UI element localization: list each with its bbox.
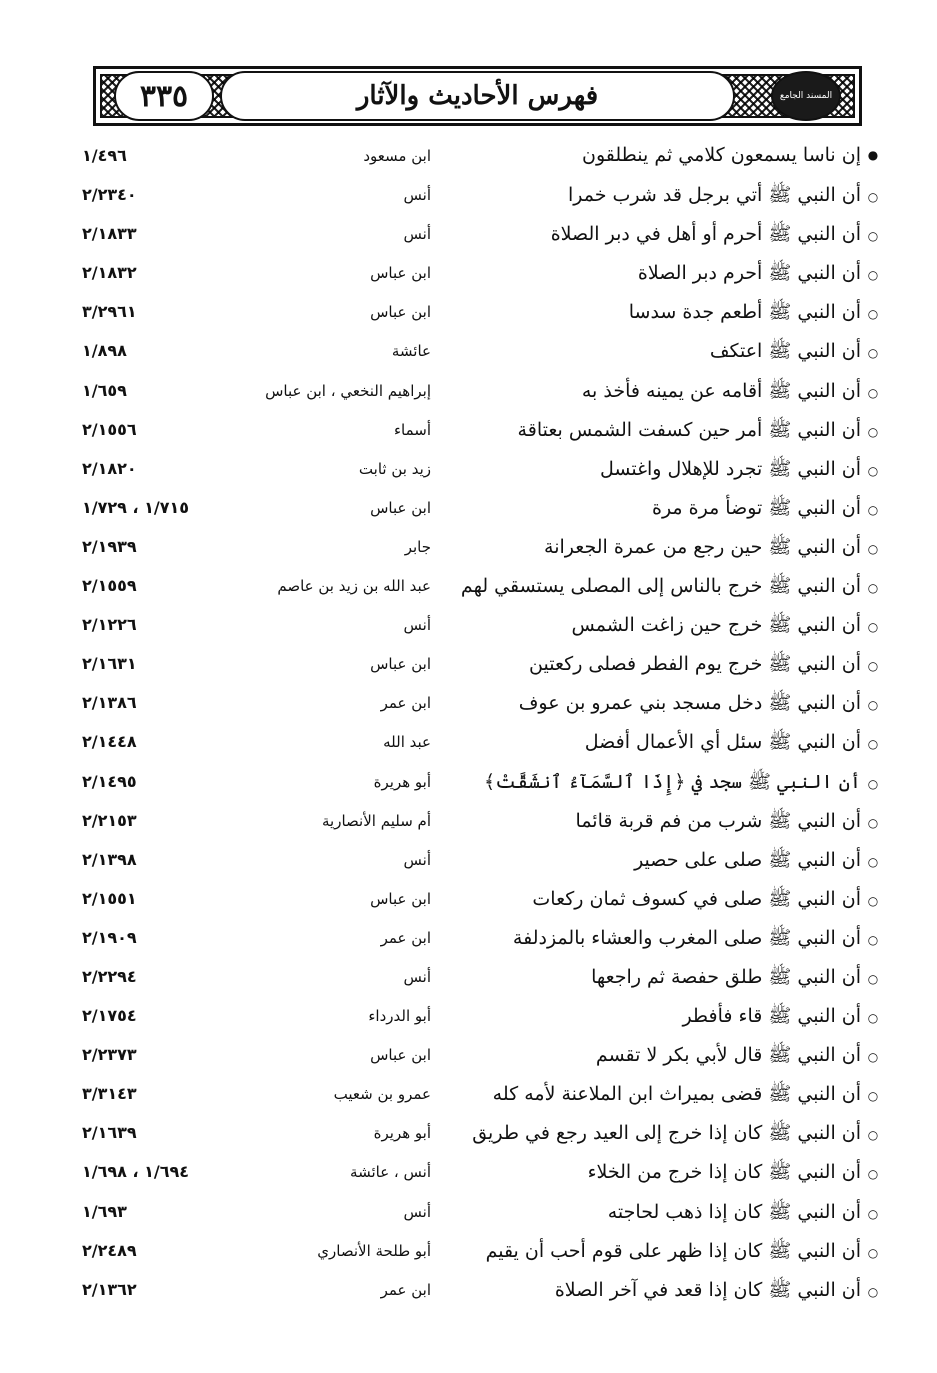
index-entry xyxy=(82,687,879,726)
entry-marker-icon: ○ xyxy=(867,581,879,596)
entry-marker-icon: ○ xyxy=(867,1128,879,1143)
hadith-incipit xyxy=(596,1043,879,1071)
index-entries xyxy=(82,140,879,1313)
narrator: ابن عمر xyxy=(380,928,431,947)
hadith-text: أن النبي ﷺ شرب من فم قربة قائما xyxy=(575,809,861,832)
entry-marker-icon: ○ xyxy=(867,1284,879,1299)
volume-page-reference: ٢/١٣٩٨ xyxy=(82,849,137,869)
entry-marker-icon: ○ xyxy=(867,854,879,869)
hadith-incipit xyxy=(493,1082,879,1110)
hadith-text: أن النبي ﷺ خرج يوم الفطر فصلى ركعتين xyxy=(529,653,861,676)
index-entry xyxy=(82,1235,879,1274)
hadith-incipit xyxy=(576,809,879,837)
title-cartouche xyxy=(220,71,735,121)
hadith-text: أن النبي ﷺ أقامه عن يمينه فأخذ به xyxy=(581,379,861,402)
hadith-text: أن النبي ﷺ طلق حفصة ثم راجعها xyxy=(591,965,861,988)
hadith-incipit xyxy=(682,1004,879,1032)
index-entry xyxy=(82,492,879,531)
entry-marker-icon: ○ xyxy=(867,737,879,752)
index-entry xyxy=(82,1000,879,1039)
page-title: فهرس الأحاديث والآثار xyxy=(356,81,599,111)
narrator: ابن عباس xyxy=(370,303,431,322)
entry-marker-icon: ○ xyxy=(867,1089,879,1104)
volume-page-reference: ٢/١٦٣٩ xyxy=(82,1123,137,1143)
hadith-incipit xyxy=(519,691,879,719)
hadith-incipit xyxy=(572,613,880,641)
hadith-incipit xyxy=(585,730,879,758)
page-header xyxy=(93,66,862,126)
volume-page-reference: ١/٦٩٤ ، ١/٦٩٨ xyxy=(82,1162,190,1182)
hadith-incipit xyxy=(608,1200,879,1228)
volume-page-reference: ٣/٣١٤٣ xyxy=(82,1084,137,1104)
hadith-text: أن النبي ﷺ كان إذا خرج إلى العيد رجع في طريق xyxy=(472,1122,861,1145)
hadith-incipit xyxy=(582,379,879,407)
volume-page-reference: ٢/١٤٩٥ xyxy=(82,771,137,791)
narrator: أنس xyxy=(403,225,431,244)
hadith-incipit xyxy=(551,222,879,250)
entry-marker-icon: ○ xyxy=(867,698,879,713)
hadith-text: أن النبي ﷺ قاء فأفطر xyxy=(682,1005,861,1028)
hadith-text: أن النبي ﷺ اعتكف xyxy=(709,340,861,363)
index-entry xyxy=(82,1196,879,1235)
index-entry xyxy=(82,375,879,414)
narrator: ابن عباس xyxy=(370,889,431,908)
index-entry xyxy=(82,570,879,609)
hadith-text: أن النبي ﷺ قضى بميراث ابن الملاعنة لأمه كله xyxy=(492,1083,861,1106)
entry-marker-icon: ○ xyxy=(867,190,879,205)
hadith-incipit xyxy=(710,339,879,367)
volume-page-reference: ١/٦٥٩ xyxy=(82,380,127,400)
hadith-text: أن النبي ﷺ صلى على حصير xyxy=(634,848,861,871)
narrator: أنس xyxy=(403,1202,431,1221)
index-entry xyxy=(82,805,879,844)
entry-marker-icon: ○ xyxy=(867,1050,879,1065)
index-entry xyxy=(82,648,879,687)
hadith-text: أن النبي ﷺ أطعم جدة سدسا xyxy=(628,301,861,324)
index-entry xyxy=(82,961,879,1000)
index-entry xyxy=(82,883,879,922)
narrator: أنس xyxy=(403,850,431,869)
narrator: ابن عباس xyxy=(370,655,431,674)
hadith-text: أن النبي ﷺ سئل أي الأعمال أفضل xyxy=(584,731,861,754)
volume-page-reference: ٢/١٨٢٠ xyxy=(82,458,137,478)
narrator: أبو الدرداء xyxy=(368,1007,431,1026)
hadith-incipit xyxy=(486,1239,879,1267)
hadith-incipit xyxy=(555,1278,879,1306)
narrator: ابن عمر xyxy=(380,1280,431,1299)
volume-page-reference: ٢/٢١٥٣ xyxy=(82,810,137,830)
hadith-text: أن النبي ﷺ أتي برجل قد شرب خمرا xyxy=(568,184,861,207)
volume-page-reference: ٢/٢٢٩٤ xyxy=(82,966,137,986)
hadith-text: أن النبي ﷺ حين رجع من عمرة الجعرانة xyxy=(544,535,861,558)
hadith-incipit xyxy=(513,926,879,954)
entry-marker-icon: ○ xyxy=(867,268,879,283)
hadith-text: أن النبي ﷺ كان إذا ذهب لحاجته xyxy=(607,1200,861,1223)
hadith-incipit xyxy=(629,300,879,328)
volume-page-reference: ٢/١٤٤٨ xyxy=(82,732,137,752)
index-entry xyxy=(82,414,879,453)
entry-marker-icon: ○ xyxy=(867,1245,879,1260)
hadith-incipit xyxy=(484,770,879,798)
hadith-incipit xyxy=(472,1121,879,1149)
index-entry xyxy=(82,140,879,179)
volume-page-reference: ٣/٢٩٦١ xyxy=(82,302,137,322)
narrator: عبد الله بن زيد بن عاصم xyxy=(277,577,431,596)
index-entry xyxy=(82,296,879,335)
entry-marker-icon: ○ xyxy=(867,893,879,908)
volume-page-reference: ٢/٢٣٧٣ xyxy=(82,1045,137,1065)
narrator: زيد بن ثابت xyxy=(358,459,431,478)
entry-marker-icon: ○ xyxy=(867,932,879,947)
entry-marker-icon: ○ xyxy=(867,1206,879,1221)
volume-page-reference: ٢/١٨٣٣ xyxy=(82,224,137,244)
volume-page-reference: ٢/١٨٣٢ xyxy=(82,263,137,283)
seal-text: المسند الجامع xyxy=(779,90,833,101)
narrator: أنس xyxy=(403,186,431,205)
narrator: أنس xyxy=(403,967,431,986)
hadith-text: أن النبي ﷺ كان إذا قعد في آخر الصلاة xyxy=(554,1278,861,1301)
hadith-incipit xyxy=(518,418,879,446)
hadith-incipit xyxy=(544,535,879,563)
narrator: أنس ، عائشة xyxy=(350,1163,431,1182)
volume-page-reference: ١/٤٩٦ xyxy=(82,146,127,165)
hadith-incipit xyxy=(582,144,879,166)
narrator: ابن عمر xyxy=(380,694,431,713)
index-entry xyxy=(82,1117,879,1156)
narrator: أبو هريرة xyxy=(373,772,431,791)
hadith-text: أن النبي ﷺ كان إذا ظهر على قوم أحب أن يقيم xyxy=(485,1239,861,1262)
volume-page-reference: ٢/١٥٥٦ xyxy=(82,419,137,439)
index-entry xyxy=(82,257,879,296)
hadith-text: أن النبي ﷺ تجرد للإهلال واغتسل xyxy=(600,457,861,480)
index-entry xyxy=(82,1156,879,1195)
hadith-text: أن النبي ﷺ كان إذا خرج من الخلاء xyxy=(587,1161,861,1184)
entry-marker-icon: ○ xyxy=(867,229,879,244)
index-entry xyxy=(82,1274,879,1313)
hadith-text: أن النبي ﷺ صلى في كسوف ثمان ركعات xyxy=(532,887,861,910)
narrator: عمرو بن شعيب xyxy=(333,1085,431,1104)
hadith-text: أن النبي ﷺ أحرم أو أهل في دبر الصلاة xyxy=(550,223,861,246)
book-seal xyxy=(771,71,841,121)
entry-marker-icon: ○ xyxy=(867,659,879,674)
volume-page-reference: ٢/١٣٦٢ xyxy=(82,1279,137,1299)
entry-marker-icon: ○ xyxy=(867,385,879,400)
narrator: أنس xyxy=(403,616,431,635)
volume-page-reference: ٢/١٩٠٩ xyxy=(82,927,137,947)
entry-marker-icon: ○ xyxy=(867,776,879,791)
volume-page-reference: ٢/١٥٥١ xyxy=(82,888,137,908)
entry-marker-icon: ○ xyxy=(867,463,879,478)
volume-page-reference: ١/٦٩٣ xyxy=(82,1201,127,1221)
index-entry xyxy=(82,609,879,648)
hadith-text: أن النبي ﷺ خرج بالناس إلى المصلى يستسقي لهم xyxy=(460,575,861,598)
hadith-incipit xyxy=(529,652,879,680)
narrator: أبو هريرة xyxy=(373,1124,431,1143)
hadith-incipit xyxy=(568,183,879,211)
hadith-text: أن النبي ﷺ سجد في ﴿إِذَا ٱلسَّمَآءُ ٱنشَقَّتْ﴾ xyxy=(484,770,861,793)
volume-page-reference: ٢/١٦٣١ xyxy=(82,654,137,674)
volume-page-reference: ١/٧١٥ ، ١/٧٢٩ xyxy=(82,497,190,517)
index-entry xyxy=(82,335,879,374)
narrator: جابر xyxy=(404,537,431,556)
hadith-text: أن النبي ﷺ صلى المغرب والعشاء بالمزدلفة xyxy=(512,926,861,949)
entry-marker-icon: ○ xyxy=(867,620,879,635)
entry-marker-icon: ○ xyxy=(867,971,879,986)
entry-marker-icon: ○ xyxy=(867,307,879,322)
hadith-incipit xyxy=(591,965,879,993)
narrator: أبو طلحة الأنصاري xyxy=(317,1241,431,1260)
hadith-text: أن النبي ﷺ دخل مسجد بني عمرو بن عوف xyxy=(518,692,861,715)
hadith-text: أن النبي ﷺ أمر حين كسفت الشمس بعتاقة xyxy=(517,418,861,441)
index-entry xyxy=(82,531,879,570)
hadith-incipit xyxy=(634,848,879,876)
narrator: ابن عباس xyxy=(370,1046,431,1065)
entry-marker-icon: ○ xyxy=(867,502,879,517)
hadith-text: أن النبي ﷺ توضأ مرة مرة xyxy=(651,496,861,519)
narrator: ابن مسعود xyxy=(363,147,431,165)
index-entry xyxy=(82,179,879,218)
narrator: عبد الله xyxy=(383,733,431,752)
hadith-incipit xyxy=(600,457,879,485)
hadith-incipit xyxy=(588,1160,879,1188)
page-number: ٣٣٥ xyxy=(139,78,189,114)
index-entry xyxy=(82,1078,879,1117)
narrator: أم سليم الأنصارية xyxy=(322,811,431,830)
volume-page-reference: ٢/٢٤٨٩ xyxy=(82,1240,137,1260)
narrator: ابن عباس xyxy=(370,264,431,283)
entry-marker-icon: ○ xyxy=(867,346,879,361)
narrator: ابن عباس xyxy=(370,498,431,517)
volume-page-reference: ٢/٢٣٤٠ xyxy=(82,185,137,205)
hadith-text: أن النبي ﷺ أحرم دبر الصلاة xyxy=(637,262,861,285)
index-entry xyxy=(82,726,879,765)
hadith-incipit xyxy=(532,887,879,915)
entry-marker-icon: ○ xyxy=(867,1167,879,1182)
index-entry xyxy=(82,453,879,492)
hadith-incipit xyxy=(638,261,879,289)
volume-page-reference: ٢/١٢٢٦ xyxy=(82,615,137,635)
index-entry xyxy=(82,844,879,883)
entry-marker-icon: ○ xyxy=(867,541,879,556)
volume-page-reference: ٢/١٩٣٩ xyxy=(82,536,137,556)
entry-marker-icon: ● xyxy=(867,148,879,162)
hadith-text: أن النبي ﷺ خرج حين زاغت الشمس xyxy=(571,614,861,637)
index-entry xyxy=(82,922,879,961)
entry-marker-icon: ○ xyxy=(867,424,879,439)
page-number-cartouche xyxy=(114,71,214,121)
index-entry xyxy=(82,1039,879,1078)
entry-marker-icon: ○ xyxy=(867,815,879,830)
index-entry xyxy=(82,766,879,805)
volume-page-reference: ٢/١٣٨٦ xyxy=(82,693,137,713)
hadith-text: أن النبي ﷺ قال لأبي بكر لا تقسم xyxy=(595,1044,861,1067)
hadith-incipit xyxy=(652,496,879,524)
volume-page-reference: ٢/١٧٥٤ xyxy=(82,1006,137,1026)
volume-page-reference: ١/٨٩٨ xyxy=(82,341,127,361)
hadith-text: إن ناسا يسمعون كلامي ثم ينطلقون xyxy=(582,144,861,166)
narrator: عائشة xyxy=(391,342,431,361)
narrator: إبراهيم النخعي ، ابن عباس xyxy=(265,381,431,400)
hadith-incipit xyxy=(461,574,879,602)
volume-page-reference: ٢/١٥٥٩ xyxy=(82,576,137,596)
entry-marker-icon: ○ xyxy=(867,1011,879,1026)
index-entry xyxy=(82,218,879,257)
narrator: أسماء xyxy=(393,420,431,439)
